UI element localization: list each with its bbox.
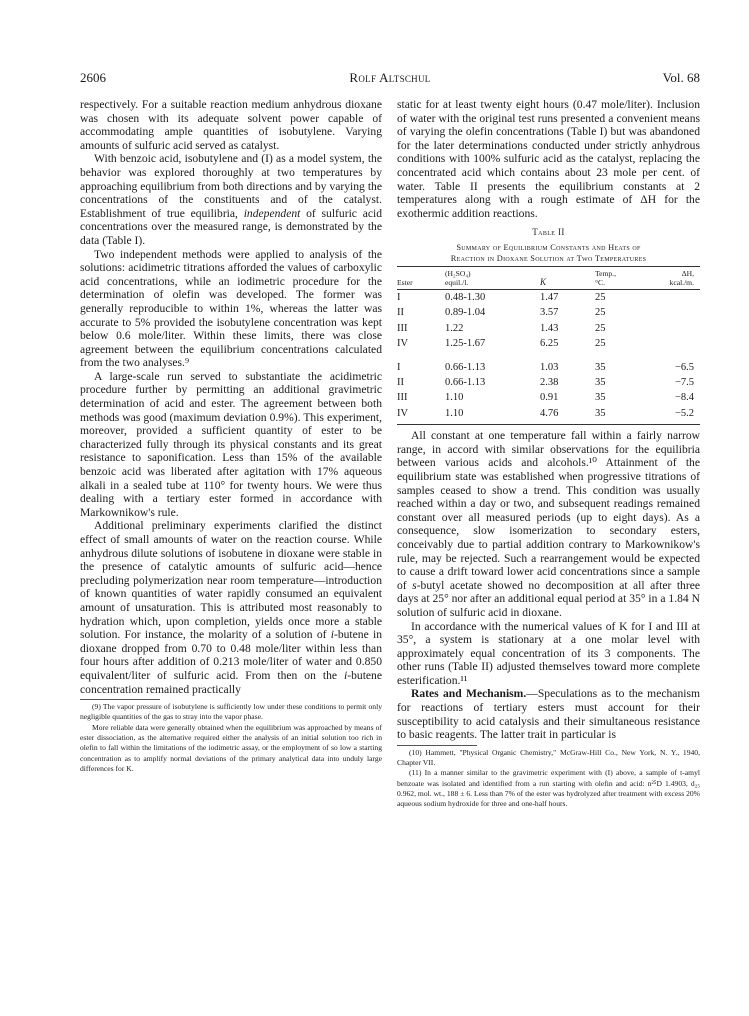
right-column bbox=[397, 98, 700, 810]
footnote-10: (10) Hammett, "Physical Organic Chemistry," McGraw-Hill Co., New York, N. Y., 1940, Chapter VII. bbox=[397, 747, 700, 768]
column-header-dh: ΔH, kcal./m. bbox=[645, 266, 700, 289]
left-column bbox=[80, 98, 382, 774]
equilibrium-table bbox=[397, 266, 700, 425]
paragraph: Rates and Mechanism.—Speculations as to the mechanism for reactions of tertiary esters must account for their susceptibility to acid catalysis and their simultaneous resistance to basic reagents. The latter trait in particular is bbox=[397, 687, 700, 742]
table-row: IV 1.10 4.76 35 −5.2 bbox=[397, 406, 700, 425]
footnote-9: (9) The vapor pressure of isobutylene is sufficiently low under these conditions to permit only negligible quantities of the gas to stray into the vapor phase. bbox=[80, 702, 382, 722]
footnote-divider bbox=[80, 699, 160, 700]
table-title-line2: Reaction in Dioxane Solution at Two Temperatures bbox=[450, 253, 647, 263]
column-header-ester: Ester bbox=[397, 266, 445, 289]
footnote-divider bbox=[397, 745, 477, 746]
table-row: III 1.22 1.43 25 bbox=[397, 322, 606, 334]
table-row: I 0.66-1.13 1.03 35 −6.5 bbox=[397, 361, 694, 373]
paragraph: Additional preliminary experiments clarified the distinct effect of small amounts of water on the reaction course. While anhydrous dilute solutions of isobutene in dioxane were stable in the presence of catalytic amounts of sulfuric acid—hence precluding polymerization near room temperature—introduction of known quantities of water rapidly consumed an equivalent amount of unsaturation. This is attributed most reasonably to hydration which, upon completion, yields once more a stable solution. For instance, the molarity of a solution of i-butene in dioxane dropped from 0.70 to 0.48 mole/liter within less than four hours after addition of 0.213 mole/liter of water and 0.850 equivalent/liter of sulfuric acid. From then on the i-butene concentration remained practically bbox=[80, 519, 382, 696]
table-row: III 1.10 0.91 35 −8.4 bbox=[397, 392, 694, 404]
paragraph: With benzoic acid, isobutylene and (I) as a model system, the behavior was explored thoroughly at two temperatures by approaching equilibrium from both directions and by varying the concentrations of the constituents and of the catalyst. Establishment of true equilibria, independent of sulfuric acid concentrations over the measured range, is demonstrated by the data (Table I). bbox=[80, 152, 383, 247]
column-header-h2so4: (H₂SO₄) equil./l. bbox=[445, 266, 540, 289]
paragraph: A large-scale run served to substantiate the acidimetric procedure further by permitting an additional gravimetric determination of acid and ester. The agreement between both methods was good (maximum deviation 0.9%). This experiment, moreover, provided a sufficient quantity of ester to be characterized fully through its physical constants and its great resistance to saponification. Less than 15% of the available benzoic acid was liberated after agitation with 17% aqueous alkali in a sealed tube at 110° for twenty hours. We were thus dealing with a tertiary ester formed in accordance with Markownikow's rule. bbox=[80, 369, 382, 519]
table-caption: Table II bbox=[532, 227, 565, 238]
section-heading: Rates and Mechanism. bbox=[411, 687, 527, 701]
paragraph: respectively. For a suitable reaction medium anhydrous dioxane was chosen with its adequate solvent power capable of accommodating ample quantities of isobutylene. Varying amounts of sulfuric acid served as catalyst. bbox=[80, 98, 382, 152]
table-row: II 0.89-1.04 3.57 25 bbox=[397, 307, 606, 319]
footnote-11: (11) In a manner similar to the gravimetric experiment with (I) above, a sample of t-amyl benzoate was isolated and identified from a run starting with olefin and acid: n²⁵D 1.4903, d₂₅ 0.962, mol. wt., 188 ± 6. Less than 7% of the ester was hydrolyzed after treatment with excess 20% aqueous sodium hydroxide for three and one-half hours. bbox=[397, 768, 700, 809]
table-row: I 0.48-1.30 1.47 25 bbox=[397, 291, 606, 303]
volume-label: Vol. 68 bbox=[662, 70, 700, 85]
page-number: 2606 bbox=[80, 70, 106, 85]
author-name: Rolf Altschul bbox=[349, 70, 431, 85]
running-header bbox=[80, 70, 700, 86]
footnote-9-continued: More reliable data were generally obtained when the equilibrium was approached by means of ester dissociation, as the alternative required either the analysis of an initial solution too rich in olefin to fall within the limitations of the iodimetric assay, or the employment of so low a starting concentration as to amplify normal deviations of the primary analytical data into unduly large differences for K. bbox=[80, 722, 382, 773]
table-row: II 0.66-1.13 2.38 35 −7.5 bbox=[397, 376, 694, 388]
paragraph: static for at least twenty eight hours (0.47 mole/liter). Inclusion of water with the original test runs presented a convenient means of varying the olefin concentrations (Table I) but was abandoned for the later determinations conducted under strictly anhydrous conditions with 100% sulfuric acid as the catalyst, replacing the concentrated acid which contains about 23 mole per cent. of water. Table II presents the equilibrium constants at 2 temperatures along with a rough estimate of ΔH for the exothermic addition reactions. bbox=[397, 98, 700, 220]
paragraph: Two independent methods were applied to analysis of the solutions: acidimetric titrations afforded the values of carboxylic acid concentrations, while an iodimetric procedure for the determination of olefin was developed. The former was generally reproducible to within 1%, whereas the latter was accurate to 5% provided the isobutylene concentration was kept below 0.6 mole/liter. Within these limits, there was close agreement between the equilibrium concentrations calculated from the two analyses.⁹ bbox=[80, 247, 382, 370]
table-title-line1: Summary of Equilibrium Constants and Heats of bbox=[456, 242, 641, 252]
column-header-temp: Temp., °C. bbox=[595, 266, 645, 289]
paragraph: In accordance with the numerical values of K for I and III at 35°, a system is stationary at a one molar level with approximately equal concentration of its 3 components. The other runs (Table II) adjusted themselves toward more complete esterification.¹¹ bbox=[397, 619, 700, 687]
column-header-k: K bbox=[540, 266, 595, 289]
table-row: IV 1.25-1.67 6.25 25 bbox=[397, 338, 606, 350]
paragraph: All constant at one temperature fall within a fairly narrow range, in accord with similar observations for the equilibria between various acids and alcohols.¹⁰ Attainment of the equilibrium state was established when progressive titrations of samples ceased to show a trend. This condition was usually reached within a day or two, and subsequent readings remained constant over all measured periods (up to eight days). As a consequence, slow isomerization to secondary esters, conceivably due to partial addition contrary to Markownikow's rule, may be rejected. Such a rearrangement would be expected to cause a drift toward lower acid concentrations since a sample of s-butyl acetate showed no decomposition at all after three days at 25° nor after an additional equal period at 35° in a 1.84 N solution of sulfuric acid in dioxane. bbox=[397, 429, 700, 619]
